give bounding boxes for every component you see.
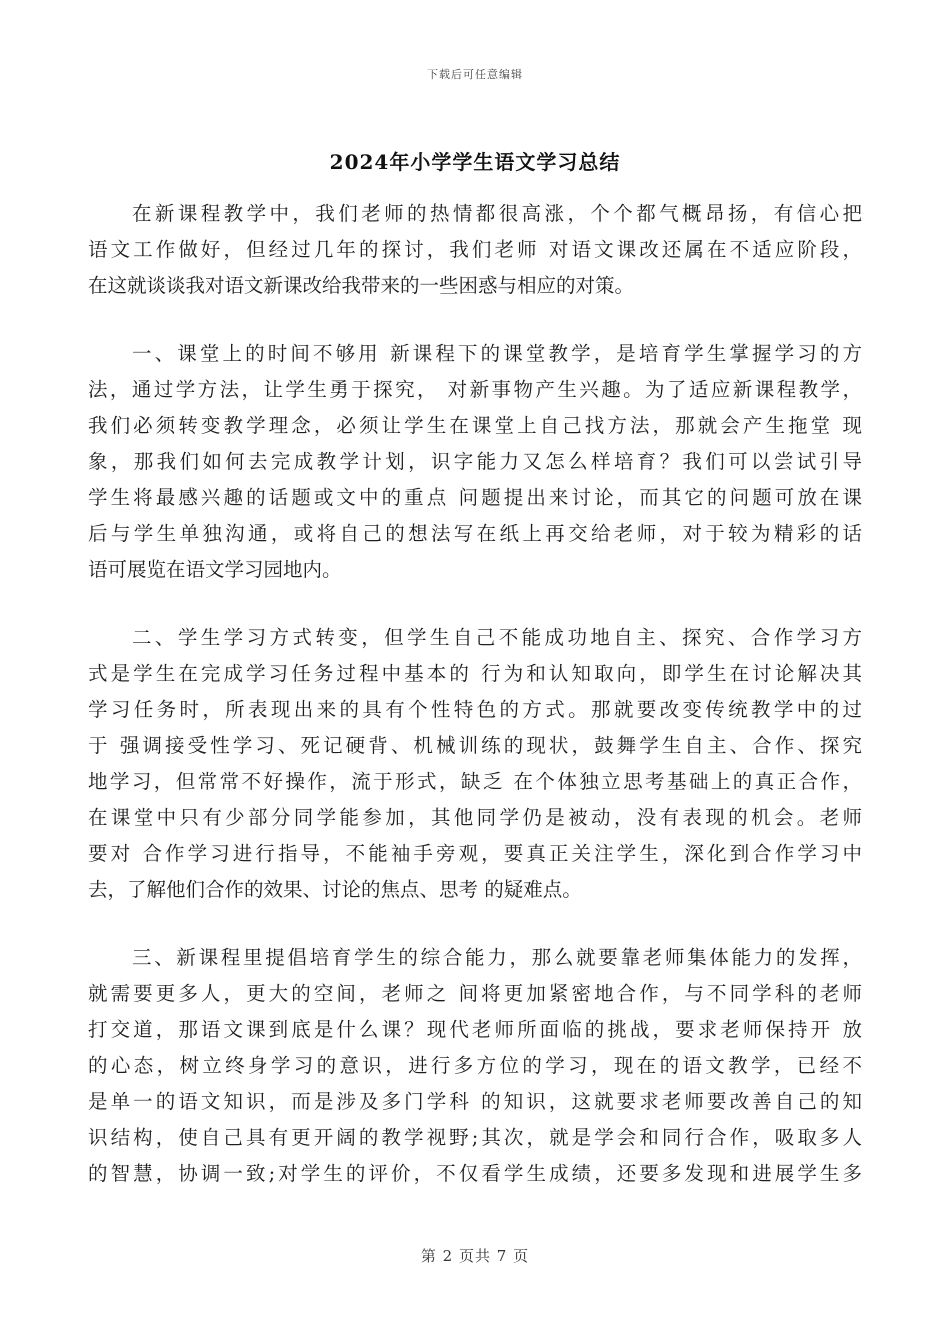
text-line: 学习任务时，所表现出来的具有个性特色的方式。那就要改变传统教学中的过 xyxy=(88,698,862,721)
document-title: 2024年小学学生语文学习总结 xyxy=(329,150,621,174)
text-line: 一、课堂上的时间不够用 新课程下的课堂教学，是培育学生掌握学习的方 xyxy=(132,342,862,365)
text-line: 象，那我们如何去完成教学计划，识字能力又怎么样培育？我们可以尝试引导 xyxy=(88,450,862,473)
text-line: 要对 合作学习进行指导，不能袖手旁观，要真正关注学生，深化到合作学习中 xyxy=(88,842,862,865)
text-line: 学生将最感兴趣的话题或文中的重点 问题提出来讨论，而其它的问题可放在课 xyxy=(88,486,862,509)
paragraph-intro xyxy=(88,196,862,304)
text-line: 在这就谈谈我对语文新课改给我带来的一些困惑与相应的对策。 xyxy=(88,274,635,297)
text-line: 式是学生在完成学习任务过程中基本的 行为和认知取向，即学生在讨论解决其 xyxy=(88,662,862,685)
text-line: 在新课程教学中，我们老师的热情都很高涨，个个都气概昂扬，有信心把 xyxy=(132,202,862,225)
text-line: 语可展览在语文学习园地内。 xyxy=(88,558,342,581)
page-number-footer: 第 2 页共 7 页 xyxy=(420,1247,530,1265)
paragraph-section-one xyxy=(88,336,862,588)
text-line: 我们必须转变教学理念，必须让学生在课堂上自己找方法，那就会产生拖堂 现 xyxy=(88,414,862,437)
text-line: 语文工作做好，但经过几年的探讨，我们老师 对语文课改还属在不适应阶段， xyxy=(88,238,862,261)
text-line: 去，了解他们合作的效果、讨论的焦点、思考 的疑难点。 xyxy=(88,878,582,901)
text-line: 打交道，那语文课到底是什么课？现代老师所面临的挑战，要求老师保持开 放 xyxy=(88,1018,862,1041)
text-line: 地学习，但常常不好操作，流于形式，缺乏 在个体独立思考基础上的真正合作， xyxy=(88,770,862,793)
page-header: 下载后可任意编辑 xyxy=(427,68,523,81)
document-body xyxy=(88,196,862,1224)
paragraph-section-two xyxy=(88,620,862,908)
text-line: 的心态，树立终身学习的意识，进行多方位的学习，现在的语文教学，已经不 xyxy=(88,1054,862,1077)
text-line: 法，通过学方法，让学生勇于探究， 对新事物产生兴趣。为了适应新课程教学， xyxy=(88,378,862,401)
text-line: 识结构，使自己具有更开阔的教学视野;其次，就是学会和同行合作，吸取多人 xyxy=(88,1126,862,1149)
text-line: 三、新课程里提倡培育学生的综合能力，那么就要靠老师集体能力的发挥， xyxy=(132,946,862,969)
text-line: 后与学生单独沟通，或将自己的想法写在纸上再交给老师，对于较为精彩的话 xyxy=(88,522,862,545)
text-line: 于 强调接受性学习、死记硬背、机械训练的现状，鼓舞学生自主、合作、探究 xyxy=(88,734,862,757)
text-line: 的智慧，协调一致;对学生的评价，不仅看学生成绩，还要多发现和进展学生多 xyxy=(88,1162,862,1185)
text-line: 是单一的语文知识，而是涉及多门学科 的知识，这就要求老师要改善自己的知 xyxy=(88,1090,862,1113)
text-line: 二、学生学习方式转变，但学生自己不能成功地自主、探究、合作学习方 xyxy=(132,626,862,649)
paragraph-section-three xyxy=(88,940,862,1192)
text-line: 就需要更多人，更大的空间，老师之 间将更加紧密地合作，与不同学科的老师 xyxy=(88,982,862,1005)
text-line: 在课堂中只有少部分同学能参加，其他同学仍是被动，没有表现的机会。老师 xyxy=(88,806,862,829)
